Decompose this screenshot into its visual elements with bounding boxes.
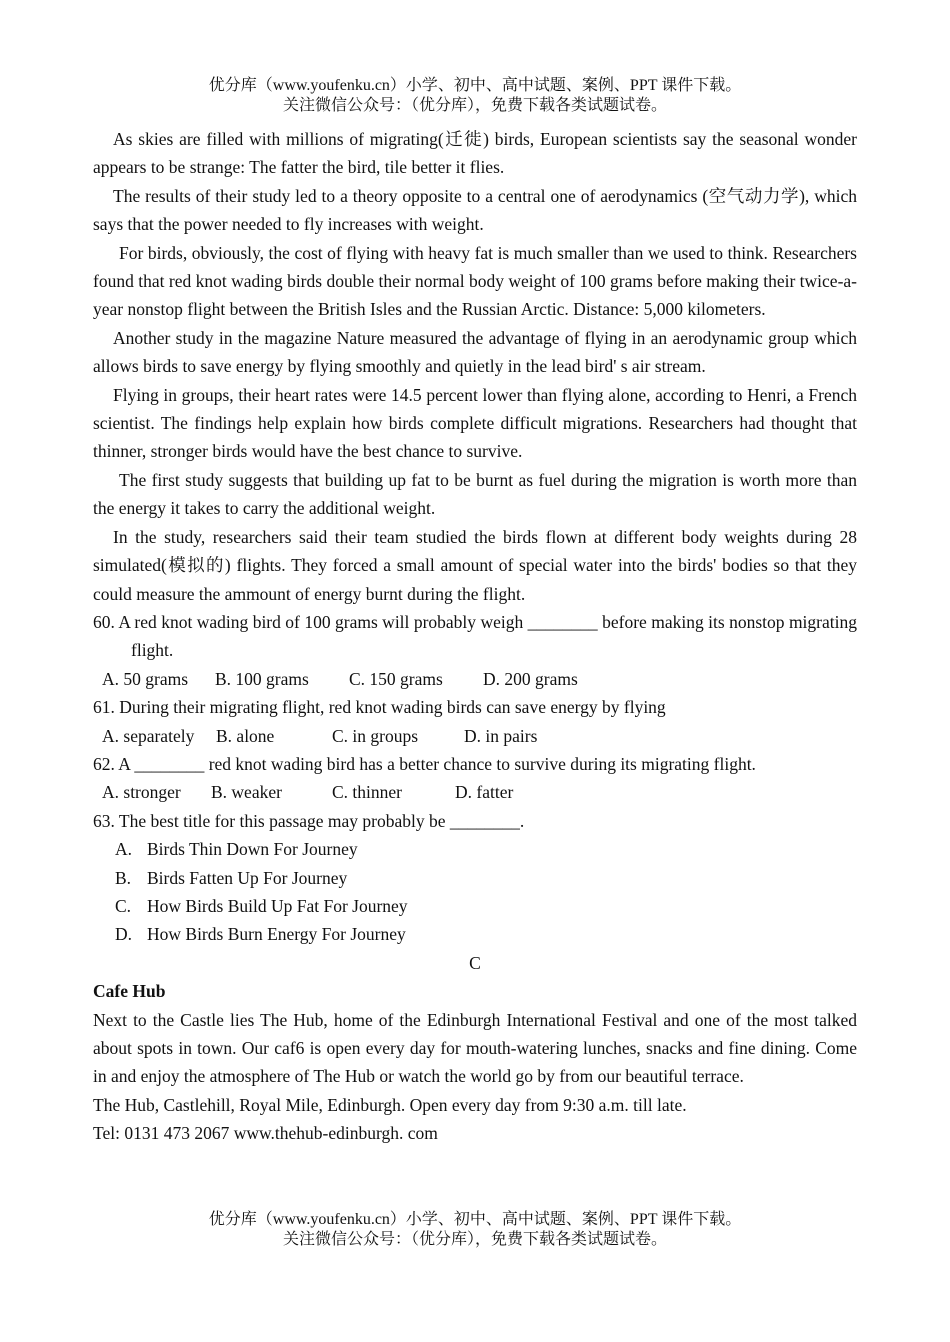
option-d: D. 200 grams <box>483 668 578 689</box>
page-content <box>93 125 857 1148</box>
option-a: A. stronger <box>102 782 181 803</box>
option-a: A. separately <box>102 725 195 746</box>
option-d: D. in pairs <box>464 725 538 746</box>
question-63-stem: 63. The best title for this passage may probably be ________. <box>93 810 525 831</box>
question-62-options <box>93 778 857 806</box>
option-letter: C. <box>115 895 132 916</box>
question-61-options <box>93 722 857 750</box>
page-header <box>0 76 950 116</box>
option-d <box>115 920 857 948</box>
option-text: Birds Thin Down For Journey <box>147 839 358 860</box>
section-letter: C <box>469 952 481 973</box>
paragraph: Another study in the magazine Nature measured the advantage of flying in an aerodynamic group which allows birds to save energy by flying smoothly and quietly in the lead bird' s air stream. <box>93 327 857 377</box>
question-60-options <box>93 665 857 693</box>
option-c <box>115 892 857 920</box>
option-b: B. alone <box>216 725 275 746</box>
contact-line: Tel: 0131 473 2067 www.thehub-edinburgh. com <box>93 1123 438 1144</box>
option-letter: B. <box>115 867 132 888</box>
paragraph: The first study suggests that building up fat to be burnt as fuel during the migration is worth more than the energy it takes to carry the additional weight. <box>93 469 857 519</box>
question-60-stem: 60. A red knot wading bird of 100 grams will probably weigh ________ before making its nonstop migrating flight. <box>93 611 857 661</box>
question-61-stem: 61. During their migrating flight, red knot wading birds can save energy by flying <box>93 697 666 718</box>
option-c: C. 150 grams <box>349 668 443 689</box>
option-a: A. 50 grams <box>102 668 189 689</box>
option-text: How Birds Build Up Fat For Journey <box>147 895 408 916</box>
option-letter: D. <box>115 924 133 945</box>
option-b: B. 100 grams <box>215 668 309 689</box>
paragraph: As skies are filled with millions of migrating(迁徙) birds, European scientists say the seasonal wonder appears to be strange: The fatter the bird, tile better it flies. <box>93 129 857 178</box>
paragraph: For birds, obviously, the cost of flying with heavy fat is much smaller than we used to think. Researchers found that red knot wading birds double their normal body weight of 100 grams before making their twice-a-year nonstop flight between the British Isles and the Russian Arctic. Distance: 5,000 kilometers. <box>93 242 857 320</box>
option-letter: A. <box>115 839 133 860</box>
address-line: The Hub, Castlehill, Royal Mile, Edinburgh. Open every day from 9:30 a.m. till late. <box>93 1094 687 1115</box>
option-c: C. thinner <box>332 782 402 803</box>
option-text: Birds Fatten Up For Journey <box>147 867 348 888</box>
option-text: How Birds Burn Energy For Journey <box>147 924 406 945</box>
paragraph: Flying in groups, their heart rates were 14.5 percent lower than flying alone, according to Henri, a French scientist. The findings help explain how birds complete difficult migrations. Researchers had thought that thinner, stronger birds would have the best chance to survive. <box>93 384 857 462</box>
paragraph: In the study, researchers said their team studied the birds flown at different body weights during 28 simulated(模拟的) flights. They forced a small amount of special water into the birds' bodies so that they could measure the ammount of energy burnt during the flight. <box>93 526 857 604</box>
page-footer <box>0 1210 950 1250</box>
option-b <box>115 864 857 892</box>
option-c: C. in groups <box>332 725 419 746</box>
section-title: Cafe Hub <box>93 981 166 1002</box>
paragraph: The results of their study led to a theory opposite to a central one of aerodynamics (空气动力学), which says that the power needed to fly increases with weight. <box>93 185 857 235</box>
option-d: D. fatter <box>455 782 514 803</box>
footer-line-2: 关注微信公众号：（优分库），免费下载各类试题试卷。 <box>282 1231 667 1248</box>
footer-line-1: 优分库（www.youfenku.cn）小学、初中、高中试题、案例、PPT 课件下载。 <box>208 1211 742 1228</box>
question-62-stem: 62. A ________ red knot wading bird has a better chance to survive during its migrating flight. <box>93 753 756 774</box>
header-line-1: 优分库（www.youfenku.cn）小学、初中、高中试题、案例、PPT 课件下载。 <box>208 77 742 94</box>
option-b: B. weaker <box>211 782 282 803</box>
paragraph: Next to the Castle lies The Hub, home of the Edinburgh International Festival and one of the most talked about spots in town. Our caf6 is open every day for mouth-watering lunches, snacks and fine dining. Come in and enjoy the atmosphere of The Hub or watch the world go by from our beautiful terrace. <box>93 1009 857 1087</box>
question-63-options <box>93 835 857 949</box>
option-a <box>115 835 857 863</box>
header-line-2: 关注微信公众号：（优分库），免费下载各类试题试卷。 <box>282 97 667 114</box>
